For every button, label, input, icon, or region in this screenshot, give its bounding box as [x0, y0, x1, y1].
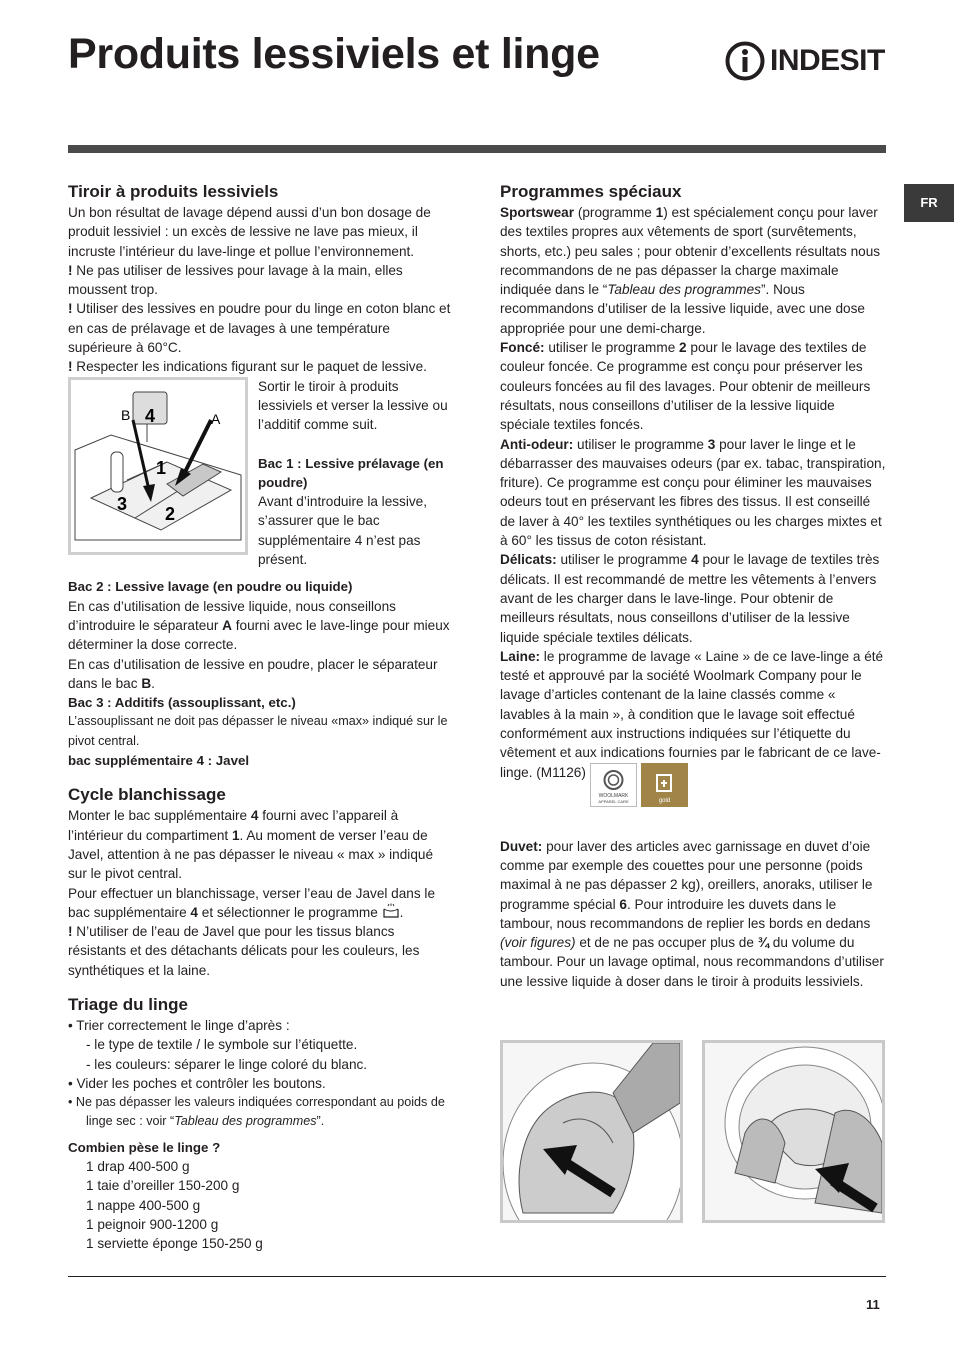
num: 4: [250, 808, 259, 824]
weight-item: 1 drap 400-500 g: [86, 1159, 190, 1175]
text: pour le lavage des textiles de couleur foncée. Ce programme est conçu pour préserver les couleurs foncées au fil des lavages. Pour obtenir de meilleurs résultats, nous conseillons d’utiliser de la lessive liquide spéciale textiles foncés.: [500, 340, 871, 433]
text: Monter le bac supplémentaire: [68, 808, 251, 824]
text: .: [399, 904, 404, 920]
text: fourni avec le lave-linge pour mieux déterminer la dose correcte.: [68, 617, 450, 653]
separator-a: A: [222, 617, 232, 633]
num: 2: [679, 340, 687, 356]
bac3-title: Bac 3 : Additifs (assouplissant, etc.): [68, 695, 296, 711]
text: ) est spécialement conçu pour laver des textiles propres aux vêtements de sport (survêtements, shorts, etc.) peu sales ; pour obtenir d’excellents résultats nous recommandons de ne pas dépasser la charge maximale indiquée dans le “: [500, 205, 881, 298]
right-column: [500, 181, 888, 991]
num: 4: [190, 904, 198, 920]
woolmark-logo-icon: [590, 763, 637, 807]
triage-bullet-2: • Vider les poches et contrôler les boutons.: [68, 1075, 326, 1091]
text: • Ne pas dépasser les valeurs indiquées correspondant au poids de linge sec : voir “: [68, 1095, 445, 1129]
tiroir-intro: Un bon résultat de lavage dépend aussi d’un bon dosage de produit lessiviel : un excès de lessive ne lave pas mieux, il incruste l’intérieur du lave-linge et pollue l’environnement.: [68, 205, 431, 259]
cycle-heading: Cycle blanchissage: [68, 785, 226, 805]
footer-rule: [68, 1276, 886, 1277]
num: 1: [655, 205, 664, 220]
text: du volume du tambour. Pour un lavage optimal, nous recommandons d’utiliser une lessive liquide à doser dans le tiroir à produits lessiviels.: [500, 935, 884, 989]
bac3-text: L’assouplissant ne doit pas dépasser le niveau «max» indiqué sur le pivot central.: [68, 714, 448, 748]
cycle-text-1: [68, 806, 454, 883]
duvet-loading-figure-1: [500, 1040, 683, 1223]
text: utiliser le programme: [573, 436, 708, 452]
warning-mark: !: [68, 262, 73, 278]
weight-item: 1 serviette éponge 150-250 g: [86, 1236, 263, 1252]
bac2-text-powder: [68, 655, 454, 694]
num: 1: [231, 827, 240, 843]
indesit-logo: [724, 40, 886, 82]
program-label: Délicats:: [500, 552, 557, 568]
text: pour laver le linge et le débarrasser des mauvaises odeurs (par ex. tabac, transpiration, friture). Ce programme est conçu pour éliminer les mauvaises odeurs tout en préservant les fibres des tissus. Il est conseillé de laver à 40° les textiles synthétiques ou les charges mixtes et à 60° les tissus de coton résistant.: [500, 436, 886, 549]
detergent-drawer-illustration: [68, 377, 248, 555]
weight-item: 1 nappe 400-500 g: [86, 1197, 201, 1213]
triage-sub-2: - les couleurs: séparer le linge coloré du blanc.: [86, 1056, 368, 1072]
gold-certification-icon: [641, 763, 688, 807]
program-label: Anti-odeur:: [500, 436, 574, 452]
drawer-figure-text: [258, 377, 454, 570]
text: ”. Nous recommandons d’utiliser de la lessive liquide, avec une dose appropriée pour une demi-charge.: [500, 282, 865, 336]
warning-mark: !: [68, 924, 73, 940]
text: (programme: [574, 205, 656, 220]
laine-paragraph: [500, 647, 888, 807]
num: 4: [691, 552, 699, 568]
warning-3: [68, 357, 454, 376]
text: Pour effectuer un blanchissage, verser l’eau de Javel dans le bac supplémentaire: [68, 885, 436, 920]
text: Tableau des programmes: [607, 282, 761, 298]
language-tab: FR: [904, 184, 954, 222]
text: fourni avec l’appareil à l’intérieur du compartiment: [68, 808, 399, 843]
fig-label-2: 2: [165, 503, 176, 524]
warning-mark: !: [68, 359, 73, 375]
bleach-program-icon: [382, 903, 400, 919]
page-number: 11: [866, 1297, 880, 1312]
program-label: Sportswear: [500, 205, 575, 220]
woolmark-text: WOOLMARK: [598, 792, 629, 799]
text: . Au moment de verser l’eau de Javel, attention à ne pas dépasser le niveau « max » indiqué sur le pivot central.: [68, 827, 434, 882]
num: 6: [619, 896, 627, 912]
weight-item: 1 peignoir 900-1200 g: [86, 1216, 219, 1232]
num: 3: [707, 436, 716, 452]
triage-bullet-3: [68, 1093, 454, 1132]
separator-b: B: [141, 675, 152, 691]
text: Tableau des programmes: [174, 1114, 317, 1129]
woolmark-subtext: APPAREL CARE: [598, 798, 629, 804]
certification-badges: [590, 763, 688, 807]
fig-label-1: 1: [156, 457, 167, 478]
warning-text: Ne pas utiliser de lessives pour lavage à la main, elles moussent trop.: [68, 262, 403, 298]
text: (voir figures): [500, 935, 576, 951]
bac2-title: Bac 2 : Lessive lavage (en poudre ou liquide): [68, 579, 353, 595]
duvet-loading-figure-2: [702, 1040, 885, 1223]
warning-2: [68, 299, 454, 357]
cycle-text-2: [68, 884, 454, 923]
warning-mark: !: [68, 301, 73, 317]
text: utiliser le programme: [544, 340, 680, 356]
programmes-heading: Programmes spéciaux: [500, 182, 682, 201]
header-rule: [68, 145, 886, 153]
triage-heading: Triage du linge: [68, 994, 188, 1014]
warning-text: Respecter les indications figurant sur le paquet de lessive.: [72, 359, 427, 375]
triage-sub-1: - le type de textile / le symbole sur l’étiquette.: [86, 1037, 358, 1053]
text: En cas d’utilisation de lessive liquide, nous conseillons d’introduire le séparateur: [68, 598, 396, 633]
fraction: ¾: [757, 935, 770, 951]
text: pour laver des articles avec garnissage en duvet d’oie comme par exemple des couettes pour une personne (poids maximal à ne pas dépasser 2 kg), oreillers, anoraks, utiliser le programme spécial: [500, 838, 873, 912]
fonce-paragraph: [500, 338, 888, 434]
sportswear-paragraph: [500, 203, 888, 338]
program-label: Duvet:: [500, 838, 543, 854]
cycle-warning: [68, 922, 454, 980]
bac1-text: Avant d’introduire la lessive, s’assurer que le bac supplémentaire 4 n’est pas présent.: [258, 494, 428, 568]
page-title: Produits lessiviels et linge: [68, 30, 600, 78]
warning-1: [68, 261, 454, 300]
fig-label-b: B: [121, 406, 131, 423]
drawer-figure-block: [68, 377, 454, 570]
bac2-text-liquid: [68, 597, 454, 655]
warning-text: Utiliser des lessives en poudre pour du linge en coton blanc et en cas de prélavage et de lavages à une température supérieure à 60°C.: [68, 301, 451, 356]
triage-bullet-1: • Trier correctement le linge d’après :: [68, 1017, 290, 1033]
text: En cas d’utilisation de lessive en poudre, placer le séparateur dans le bac: [68, 656, 438, 691]
text: . Pour introduire les duvets dans le tambour, nous recommandons de replier les bords en dedans: [500, 896, 871, 931]
drawer-instruction: Sortir le tiroir à produits lessiviels et verser la lessive ou l’additif comme suit.: [258, 378, 448, 433]
fig-label-a: A: [211, 410, 221, 427]
text: et sélectionner le programme: [197, 904, 382, 920]
duvet-paragraph: [500, 837, 888, 991]
program-label: Laine:: [500, 648, 541, 664]
brand-name: INDESIT: [770, 44, 885, 77]
text: utiliser le programme: [556, 552, 692, 568]
weight-item: 1 taie d’oreiller 150-200 g: [86, 1178, 240, 1194]
tiroir-heading: Tiroir à produits lessiviels: [68, 182, 279, 201]
gold-text: gold: [658, 797, 671, 804]
program-label: Foncé:: [500, 340, 545, 356]
left-column: [68, 181, 454, 1254]
delicats-paragraph: [500, 550, 888, 646]
anti-odeur-paragraph: [500, 435, 888, 551]
text: le programme de lavage « Laine » de ce lave-linge a été testé et approuvé par la société Woolmark Company pour le lavage d’articles contenant de la laine classés comme « lavables à la main », à condition que le lavage soit effectué conformément aux instructions indiquées sur l’étiquette du vêtement et aux indications fournies par le fabricant de ce lave-linge. (M1126): [500, 648, 884, 780]
fig-label-3: 3: [117, 493, 128, 514]
fig-label-4: 4: [145, 405, 156, 426]
bac1-title: Bac 1 : Lessive prélavage (en poudre): [258, 455, 444, 490]
text: N’utiliser de l’eau de Javel que pour les tissus blancs résistants et des détachants délicats pour les couleurs, les synthétiques et la laine.: [68, 924, 420, 978]
text: .: [151, 675, 155, 691]
text: et de ne pas occuper plus de: [575, 935, 758, 951]
indesit-i-icon: [724, 40, 766, 82]
bac4-title: bac supplémentaire 4 : Javel: [68, 753, 250, 769]
text: ”.: [316, 1114, 325, 1129]
text: pour le lavage de textiles très délicats. Il est recommandé de mettre les vêtements à l’envers avant de les charger dans le lave-linge. Pour obtenir de meilleurs résultats, nous conseillons d’utiliser de la lessive liquide spéciale textiles délicats.: [500, 552, 880, 645]
weight-title: Combien pèse le linge ?: [68, 1139, 221, 1155]
